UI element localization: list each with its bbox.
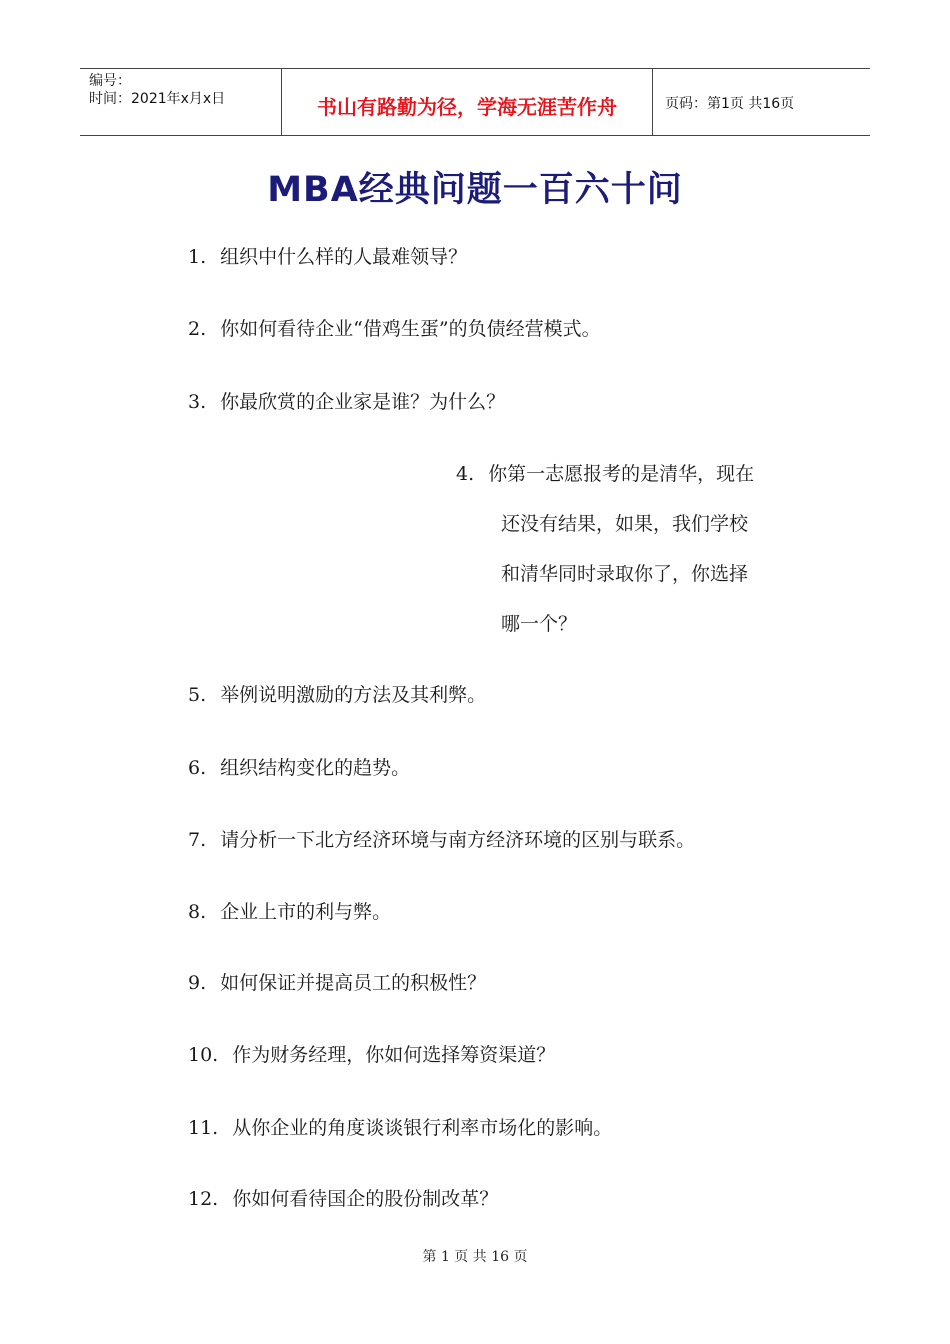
question-number: 4. xyxy=(456,463,475,485)
question-item xyxy=(188,317,601,341)
question-item xyxy=(188,828,695,852)
question-number: 8. xyxy=(188,901,207,923)
question-number: 1. xyxy=(188,246,207,268)
question-text: 组织中什么样的人最难领导？ xyxy=(220,246,468,268)
question-number: 2. xyxy=(188,318,207,340)
question-number: 5. xyxy=(188,684,207,706)
document-title: MBA经典问题一百六十问 xyxy=(267,170,683,210)
question-text: 你最欣赏的企业家是谁？为什么？ xyxy=(220,391,506,413)
question-4-line-4: 哪一个？ xyxy=(501,613,578,635)
question-text: 企业上市的利与弊。 xyxy=(220,901,392,923)
question-4-line-2: 还没有结果，如果，我们学校 xyxy=(501,513,749,535)
question-item xyxy=(188,1187,498,1211)
header-number-label: 编号： xyxy=(89,73,131,89)
question-item xyxy=(188,390,505,414)
header-meta xyxy=(80,69,281,135)
question-text: 你如何看待国企的股份制改革？ xyxy=(232,1188,499,1210)
question-text: 组织结构变化的趋势。 xyxy=(220,757,411,779)
question-4-line-1 xyxy=(456,462,826,512)
question-number: 12. xyxy=(188,1188,219,1210)
question-text: 从你企业的角度谈谈银行利率市场化的影响。 xyxy=(232,1117,613,1139)
question-item xyxy=(188,245,467,269)
question-item xyxy=(188,900,391,924)
question-text: 举例说明激励的方法及其利弊。 xyxy=(220,684,487,706)
header-time-label: 时间：2021年x月x日 xyxy=(89,91,226,107)
question-number: 3. xyxy=(188,391,207,413)
question-item xyxy=(188,683,486,707)
question-text: 请分析一下北方经济环境与南方经济环境的区别与联系。 xyxy=(220,829,696,851)
question-item xyxy=(188,1116,612,1140)
question-number: 9. xyxy=(188,972,207,994)
question-4-line-3: 和清华同时录取你了，你选择 xyxy=(501,563,749,585)
page-footer: 第 1 页 共 16 页 xyxy=(422,1249,528,1265)
question-number: 7. xyxy=(188,829,207,851)
question-item xyxy=(188,971,486,995)
question-text: 你第一志愿报考的是清华，现在 xyxy=(488,463,755,485)
question-item xyxy=(188,1043,555,1067)
question-item-4 xyxy=(456,462,826,662)
question-number: 11. xyxy=(188,1117,219,1139)
header-motto: 书山有路勤为径，学海无涯苦作舟 xyxy=(281,69,653,135)
header-page-info: 页码：第1页 共16页 xyxy=(665,96,795,112)
question-item xyxy=(188,756,410,780)
question-text: 如何保证并提高员工的积极性？ xyxy=(220,972,487,994)
question-text: 作为财务经理，你如何选择筹资渠道？ xyxy=(232,1044,556,1066)
page-header xyxy=(80,68,870,136)
question-number: 6. xyxy=(188,757,207,779)
question-text: 你如何看待企业“借鸡生蛋”的负债经营模式。 xyxy=(220,318,601,340)
question-number: 10. xyxy=(188,1044,219,1066)
